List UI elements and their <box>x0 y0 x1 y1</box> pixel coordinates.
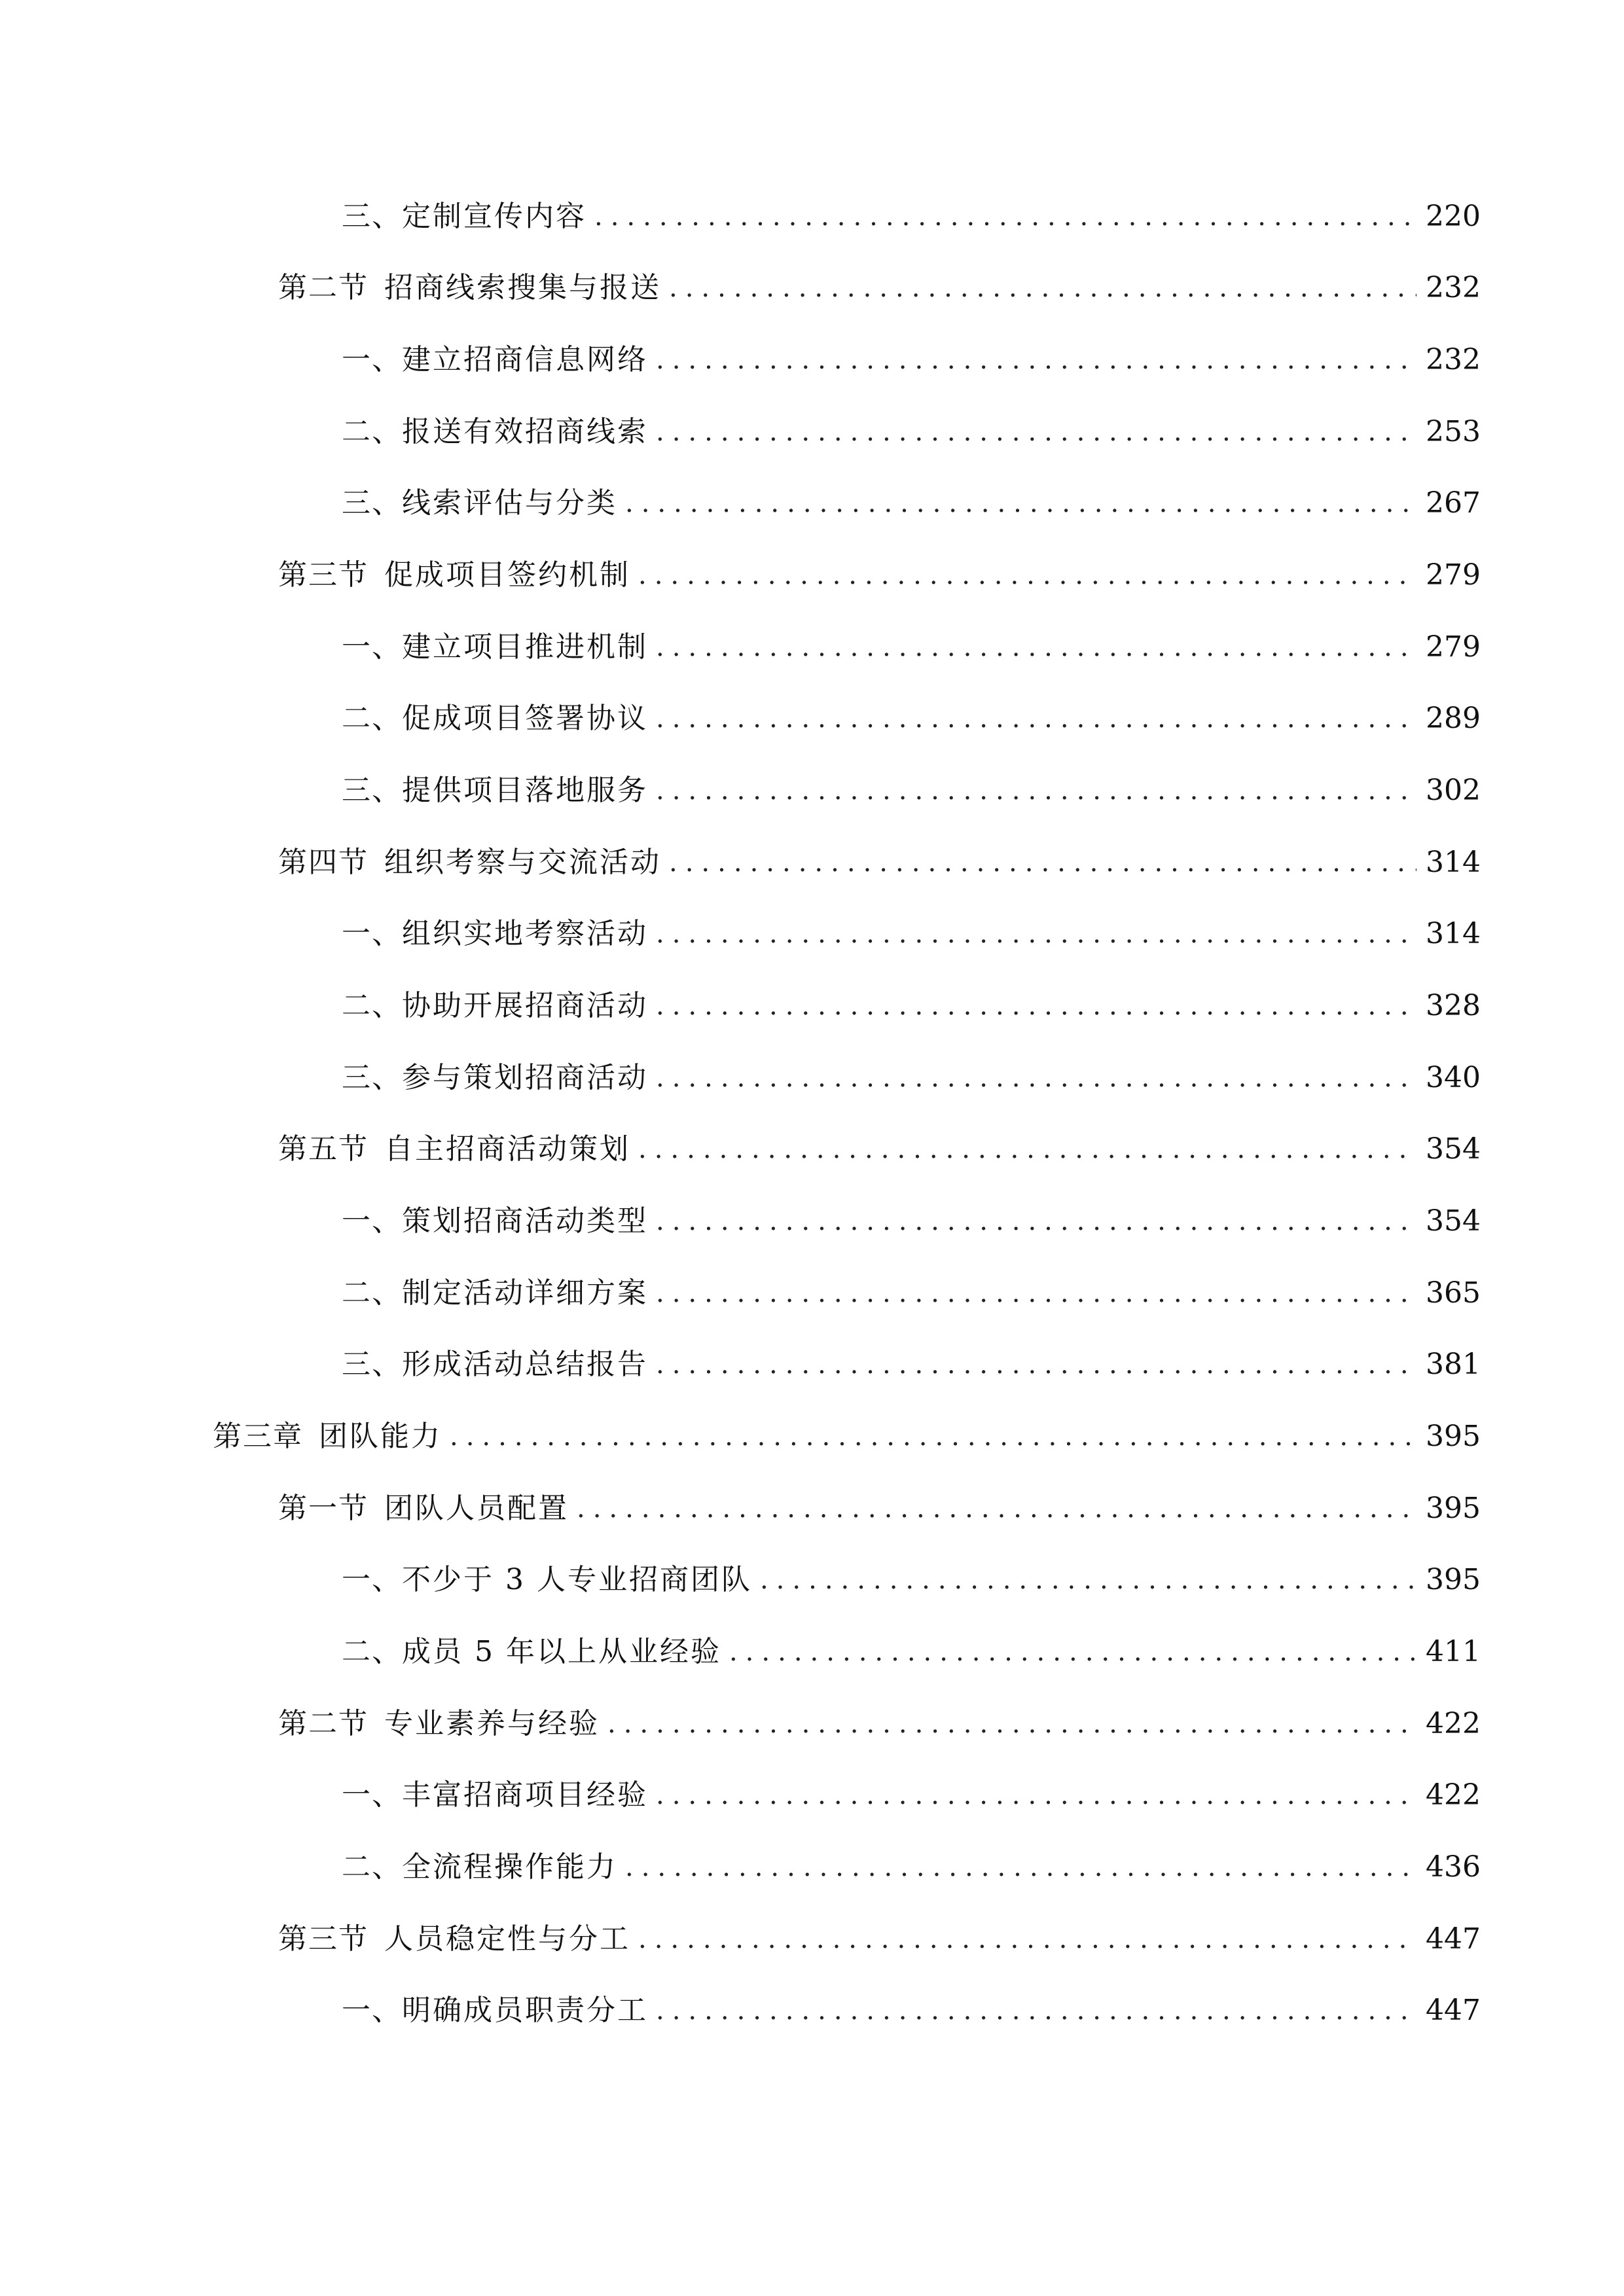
toc-entry[interactable] <box>0 908 1624 960</box>
toc-entry-title: 建立招商信息网络 <box>402 343 648 376</box>
toc-page-number: 447 <box>1426 1994 1481 2027</box>
toc-entry-number: 二、 <box>342 702 402 735</box>
toc-entry-title: 不少于 3 人专业招商团队 <box>402 1563 752 1596</box>
toc-page-number: 395 <box>1426 1492 1481 1525</box>
toc-entry-number: 第一节 <box>278 1492 369 1525</box>
toc-entry-title: 丰富招商项目经验 <box>402 1778 648 1812</box>
toc-entry[interactable] <box>0 1123 1624 1175</box>
toc-page-number: 354 <box>1426 1204 1481 1238</box>
toc-entry-title: 招商线索搜集与报送 <box>384 271 661 304</box>
toc-entry[interactable] <box>0 477 1624 529</box>
toc-entry-title: 协助开展招商活动 <box>402 989 648 1022</box>
toc-entry-number: 二、 <box>342 415 402 448</box>
toc-dot-leader <box>625 477 1416 529</box>
toc-entry-title: 促成项目签约机制 <box>384 558 630 592</box>
toc-entry-number: 一、 <box>342 343 402 376</box>
toc-dot-leader <box>577 1482 1416 1535</box>
toc-dot-leader <box>656 692 1416 745</box>
toc-entry-number: 一、 <box>342 1204 402 1238</box>
toc-entry[interactable] <box>0 334 1624 386</box>
toc-entry[interactable] <box>0 1195 1624 1247</box>
toc-dot-leader <box>450 1410 1416 1463</box>
toc-entry[interactable] <box>0 1913 1624 1965</box>
toc-entry[interactable] <box>0 1482 1624 1535</box>
toc-entry-number: 三、 <box>342 1061 402 1094</box>
toc-entry[interactable] <box>0 1338 1624 1391</box>
toc-entry[interactable] <box>0 1410 1624 1463</box>
toc-dot-leader <box>625 1841 1416 1893</box>
toc-page-number: 279 <box>1426 630 1481 664</box>
toc-page-number: 302 <box>1426 774 1481 807</box>
toc-entry-title: 团队能力 <box>319 1420 442 1453</box>
toc-dot-leader <box>656 1195 1416 1247</box>
toc-entry-title: 自主招商活动策划 <box>384 1132 630 1166</box>
toc-entry-title: 团队人员配置 <box>384 1492 569 1525</box>
toc-entry-title: 组织实地考察活动 <box>402 917 648 950</box>
toc-entry-title: 策划招商活动类型 <box>402 1204 648 1238</box>
toc-entry-number: 第二节 <box>278 271 369 304</box>
toc-entry-number: 三、 <box>342 486 402 520</box>
toc-entry-title: 定制宣传内容 <box>402 200 586 233</box>
toc-page-number: 411 <box>1426 1635 1481 1668</box>
toc-dot-leader <box>669 262 1416 314</box>
toc-page-number: 232 <box>1426 343 1481 376</box>
toc-entry[interactable] <box>0 1554 1624 1606</box>
toc-entry-number: 一、 <box>342 1778 402 1812</box>
toc-page-number: 447 <box>1426 1922 1481 1956</box>
toc-dot-leader <box>729 1626 1416 1678</box>
toc-entry[interactable] <box>0 621 1624 673</box>
toc-dot-leader <box>656 406 1416 458</box>
toc-page-number: 253 <box>1426 415 1481 448</box>
toc-dot-leader <box>656 908 1416 960</box>
toc-dot-leader <box>760 1554 1416 1606</box>
toc-entry-title: 建立项目推进机制 <box>402 630 648 664</box>
toc-entry-title: 专业素养与经验 <box>384 1707 600 1740</box>
toc-dot-leader <box>638 1913 1416 1965</box>
toc-entry[interactable] <box>0 1841 1624 1893</box>
toc-entry-title: 促成项目签署协议 <box>402 702 648 735</box>
toc-entry-number: 第三节 <box>278 1922 369 1956</box>
toc-dot-leader <box>607 1698 1416 1750</box>
toc-page-number: 267 <box>1426 486 1481 520</box>
toc-entry-title: 参与策划招商活动 <box>402 1061 648 1094</box>
toc-dot-leader <box>656 1052 1416 1104</box>
toc-page-number: 340 <box>1426 1061 1481 1094</box>
toc-entry-title: 组织考察与交流活动 <box>384 846 661 879</box>
toc-dot-leader <box>669 836 1416 889</box>
toc-entry[interactable] <box>0 1626 1624 1678</box>
toc-page-number: 354 <box>1426 1132 1481 1166</box>
toc-dot-leader <box>594 190 1416 243</box>
toc-entry-title: 制定活动详细方案 <box>402 1276 648 1310</box>
toc-page-number: 279 <box>1426 558 1481 592</box>
toc-entry-number: 第二节 <box>278 1707 369 1740</box>
toc-entry-number: 二、 <box>342 1635 402 1668</box>
toc-entry[interactable] <box>0 549 1624 601</box>
toc-page-number: 328 <box>1426 989 1481 1022</box>
toc-page-number: 422 <box>1426 1707 1481 1740</box>
toc-entry-title: 线索评估与分类 <box>402 486 617 520</box>
toc-entry-number: 三、 <box>342 774 402 807</box>
toc-dot-leader <box>656 621 1416 673</box>
toc-entry[interactable] <box>0 836 1624 889</box>
toc-entry[interactable] <box>0 190 1624 243</box>
toc-page-number: 422 <box>1426 1778 1481 1812</box>
toc-dot-leader <box>656 1338 1416 1391</box>
toc-entry-number: 二、 <box>342 1850 402 1884</box>
toc-page-number: 436 <box>1426 1850 1481 1884</box>
toc-entry[interactable] <box>0 1984 1624 2037</box>
toc-entry-number: 二、 <box>342 1276 402 1310</box>
toc-dot-leader <box>656 1267 1416 1319</box>
toc-entry[interactable] <box>0 1052 1624 1104</box>
toc-entry[interactable] <box>0 692 1624 745</box>
toc-entry-number: 第三节 <box>278 558 369 592</box>
toc-entry-number: 一、 <box>342 630 402 664</box>
toc-entry[interactable] <box>0 262 1624 314</box>
toc-entry-number: 一、 <box>342 1563 402 1596</box>
toc-dot-leader <box>638 549 1416 601</box>
toc-entry-title: 人员稳定性与分工 <box>384 1922 630 1956</box>
toc-dot-leader <box>656 764 1416 817</box>
toc-entry[interactable] <box>0 980 1624 1032</box>
toc-entry-number: 一、 <box>342 917 402 950</box>
toc-page-number: 232 <box>1426 271 1481 304</box>
toc-entry-title: 明确成员职责分工 <box>402 1994 648 2027</box>
toc-entry-number: 三、 <box>342 1348 402 1381</box>
toc-page-number: 314 <box>1426 846 1481 879</box>
toc-page-number: 395 <box>1426 1420 1481 1453</box>
toc-entry-number: 第四节 <box>278 846 369 879</box>
toc-entry-title: 形成活动总结报告 <box>402 1348 648 1381</box>
toc-entry-number: 二、 <box>342 989 402 1022</box>
toc-page-number: 395 <box>1426 1563 1481 1596</box>
toc-entry-title: 成员 5 年以上从业经验 <box>402 1635 721 1668</box>
toc-page-number: 381 <box>1426 1348 1481 1381</box>
toc-page-number: 289 <box>1426 702 1481 735</box>
toc-entry-title: 全流程操作能力 <box>402 1850 617 1884</box>
toc-entry[interactable] <box>0 1267 1624 1319</box>
toc-page-number: 220 <box>1426 200 1481 233</box>
toc-entry-title: 提供项目落地服务 <box>402 774 648 807</box>
toc-dot-leader <box>656 1984 1416 2037</box>
toc-entry-number: 第三章 <box>213 1420 303 1453</box>
toc-entry-number: 三、 <box>342 200 402 233</box>
toc-dot-leader <box>656 334 1416 386</box>
toc-page-number: 365 <box>1426 1276 1481 1310</box>
toc-entry[interactable] <box>0 764 1624 817</box>
toc-entry-number: 第五节 <box>278 1132 369 1166</box>
toc-entry[interactable] <box>0 1769 1624 1821</box>
toc-dot-leader <box>656 980 1416 1032</box>
toc-dot-leader <box>638 1123 1416 1175</box>
toc-entry-number: 一、 <box>342 1994 402 2027</box>
toc-entry[interactable] <box>0 406 1624 458</box>
toc-page-number: 314 <box>1426 917 1481 950</box>
toc-entry[interactable] <box>0 1698 1624 1750</box>
toc-entry-title: 报送有效招商线索 <box>402 415 648 448</box>
toc-dot-leader <box>656 1769 1416 1821</box>
